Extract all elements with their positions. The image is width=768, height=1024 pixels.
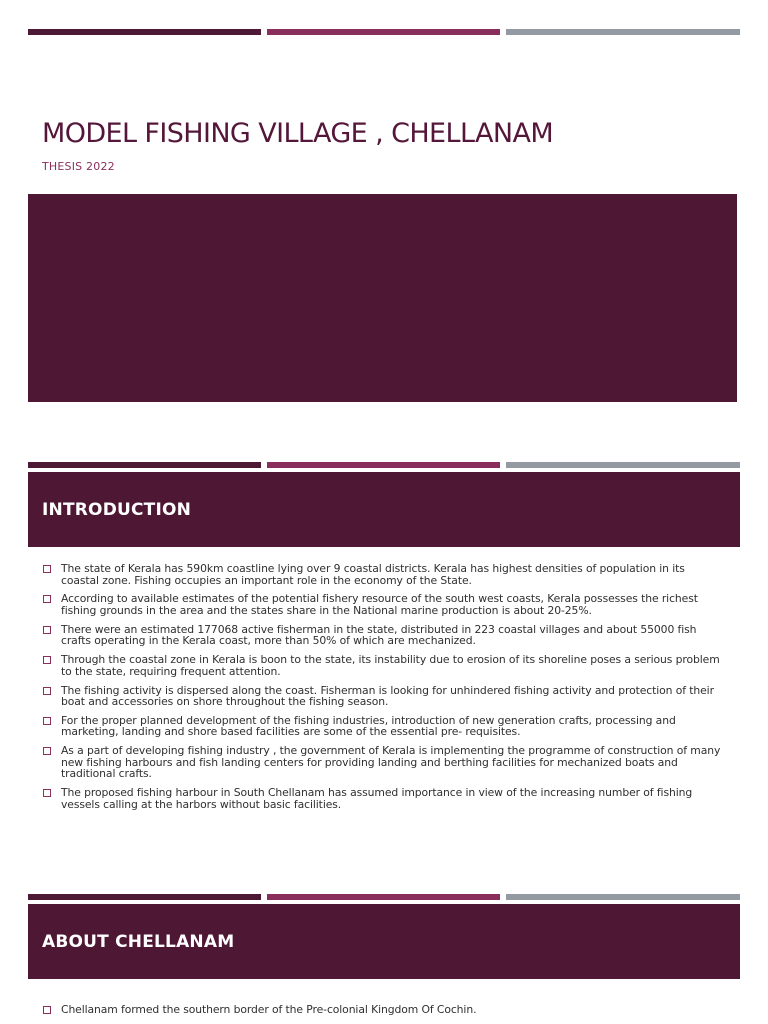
bullet-text: The fishing activity is dispersed along the coast. Fisherman is looking for unhindered fishing activity and protection of their boat and accessories on shore throughout the fishing season. (61, 683, 714, 709)
band-dark-segment (28, 29, 261, 35)
list-item (42, 715, 726, 738)
about-heading: ABOUT CHELLANAM (42, 931, 235, 952)
bullet-text: For the proper planned development of the fishing industries, introduction of new generation crafts, processing and marketing, landing and shore based facilities are some of the essential pre- requisites. (61, 713, 676, 739)
slide-title: MODEL FISHING VILLAGE , CHELLANAM (42, 118, 554, 149)
band-dark-segment (28, 462, 261, 468)
bullet-text: There were an estimated 177068 active fisherman in the state, distributed in 223 coastal villages and about 55000 fish crafts operating in the Kerala coast, more than 50% of which are mechanized. (61, 622, 697, 648)
band-plum-segment (267, 29, 500, 35)
square-bullet-icon (43, 626, 51, 634)
band-dark-segment (28, 894, 261, 900)
introduction-bullet-list (42, 563, 726, 818)
slide1-top-band (28, 29, 740, 35)
list-item (42, 1004, 726, 1016)
band-gray-segment (506, 894, 740, 900)
square-bullet-icon (43, 565, 51, 573)
square-bullet-icon (43, 687, 51, 695)
about-header-bar (28, 904, 740, 979)
introduction-header-bar (28, 472, 740, 547)
square-bullet-icon (43, 656, 51, 664)
bullet-text: Through the coastal zone in Kerala is boon to the state, its instability due to erosion of its shoreline poses a serious problem to the state, requiring frequent attention. (61, 653, 720, 678)
introduction-heading: INTRODUCTION (42, 499, 192, 520)
band-gray-segment (506, 29, 740, 35)
square-bullet-icon (43, 595, 51, 603)
square-bullet-icon (43, 717, 51, 725)
hero-color-block (28, 194, 737, 402)
band-plum-segment (267, 462, 500, 468)
list-item (42, 593, 726, 616)
list-item (42, 745, 726, 780)
square-bullet-icon (43, 789, 51, 797)
square-bullet-icon (43, 747, 51, 755)
list-item (42, 654, 726, 677)
bullet-text: According to available estimates of the potential fishery resource of the south west coasts, Kerala possesses the richest fishing grounds in the area and the states share in the National marine production is about 20-25%. (61, 592, 698, 617)
bullet-text: The proposed fishing harbour in South Chellanam has assumed importance in view of the increasing number of fishing vessels calling at the harbors without basic facilities. (61, 786, 693, 811)
list-item (42, 563, 726, 586)
band-gray-segment (506, 462, 740, 468)
about-bullet-list (42, 1004, 726, 1023)
list-item (42, 624, 726, 647)
list-item (42, 685, 726, 708)
bullet-text: As a part of developing fishing industry , the government of Kerala is implementing the programme of construction of many new fishing harbours and fish landing centers for providing landing and berthing facilities for mechanized boats and traditional crafts. (61, 744, 721, 781)
slide2-top-band (28, 462, 740, 468)
bullet-text: The state of Kerala has 590km coastline lying over 9 coastal districts. Kerala has highest densities of population in its coastal zone. Fishing occupies an important role in the economy of the State. (61, 562, 685, 587)
slide-subtitle: THESIS 2022 (42, 160, 115, 173)
slide3-top-band (28, 894, 740, 900)
list-item (42, 787, 726, 810)
band-plum-segment (267, 894, 500, 900)
bullet-text: Chellanam formed the southern border of the Pre-colonial Kingdom Of Cochin. (61, 1003, 477, 1016)
square-bullet-icon (43, 1006, 51, 1014)
